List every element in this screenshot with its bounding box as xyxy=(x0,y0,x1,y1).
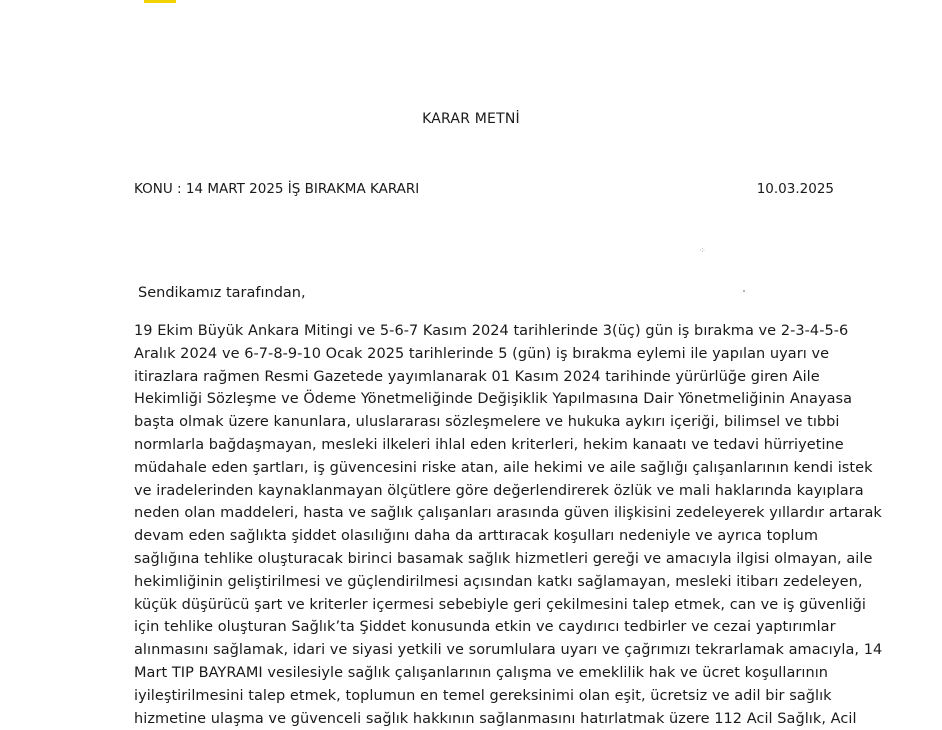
scan-artifact xyxy=(743,290,745,292)
body-line: için tehlike oluşturan Sağlık’ta Şiddet konusunda etkin ve caydırıcı tedbirler ve cezai yaptırımlar xyxy=(134,619,836,636)
body-line: ve iradelerinden kaynaklanmayan ölçütlere göre değerlendirerek özlük ve mali haklarında kayıplara xyxy=(134,482,864,499)
body-line: iyileştirilmesini talep etmek, toplumun en temel gereksinimi olan eşit, ücretsiz ve adil bir sağlık xyxy=(134,687,832,704)
document-subject: KONU : 14 MART 2025 İŞ BIRAKMA KARARI xyxy=(134,181,420,197)
body-line: Hekimliği Sözleşme ve Ödeme Yönetmeliğinde Değişiklik Yapılmasına Dair Yönetmeliğinin Anayasa xyxy=(134,391,853,408)
body-line: 19 Ekim Büyük Ankara Mitingi ve 5-6-7 Kasım 2024 tarihlerinde 3(üç) gün iş bırakma ve 2-3-4-5-6 xyxy=(134,323,849,339)
body-line: alınmasını sağlamak, idari ve siyasi yetkili ve sorumlulara uyarı ve çağrımızı tekrarlamak amacıyla, 14 xyxy=(134,642,883,659)
document-title: KARAR METNİ xyxy=(422,111,520,127)
body-line: devam eden sağlıkta şiddet olasılığını daha da arttıracak koşulları nedeniyle ve ayrıca toplum xyxy=(134,528,819,545)
logo-mark xyxy=(144,0,176,3)
body-line: hizmetine ulaşma ve güvenceli sağlık hakkının sağlanmasını hatırlatmak üzere 112 Acil Sağlık, Acil xyxy=(134,710,857,727)
document-date: 10.03.2025 xyxy=(756,181,834,197)
body-text xyxy=(134,320,883,730)
body-line: başta olmak üzere kanunlara, uluslararası sözleşmelere ve hukuka aykırı içeriği, bilimsel ve tıbbi xyxy=(134,414,840,431)
body-line: Mart TIP BAYRAMI vesilesiyle sağlık çalışanlarının çalışma ve emeklilik hak ve ücret koşullarının xyxy=(134,664,829,681)
body-line: sağlığına tehlike oluşturacak birinci basamak sağlık hizmetleri gereği ve amacıyla ilgisi olmayan, aile xyxy=(134,550,873,567)
salutation: Sendikamız tarafından, xyxy=(138,285,306,301)
body-line: normlarla bağdaşmayan, mesleki ilkeleri ihlal eden kriterleri, hekim kanaatı ve tedavi hürriyetine xyxy=(134,436,844,453)
body-line: müdahale eden şartları, iş güvencesini riske atan, aile hekimi ve aile sağlığı çalışanlarının kendi istek xyxy=(134,459,873,476)
body-line: Aralık 2024 ve 6-7-8-9-10 Ocak 2025 tarihlerinde 5 (gün) iş bırakma eylemi ile yapılan uyarı ve xyxy=(134,345,830,362)
body-line: hekimliğinin geliştirilmesi ve güçlendirilmesi açısından katkı sağlamayan, mesleki itibarı zedeleyen, xyxy=(134,573,863,590)
body-line: küçük düşürücü şart ve kriterler içermesi sebebiyle geri çekilmesini talep etmek, can ve iş güvenliği xyxy=(134,596,867,613)
scan-artifact: ⁘ xyxy=(699,246,706,255)
body-line: itirazlara rağmen Resmi Gazetede yayımlanarak 01 Kasım 2024 tarihinde yürürlüğe giren Aile xyxy=(134,368,820,385)
body-line: neden olan maddeleri, hasta ve sağlık çalışanları arasında güven ilişkisini zedeleyerek yıllardır artarak xyxy=(134,505,882,522)
